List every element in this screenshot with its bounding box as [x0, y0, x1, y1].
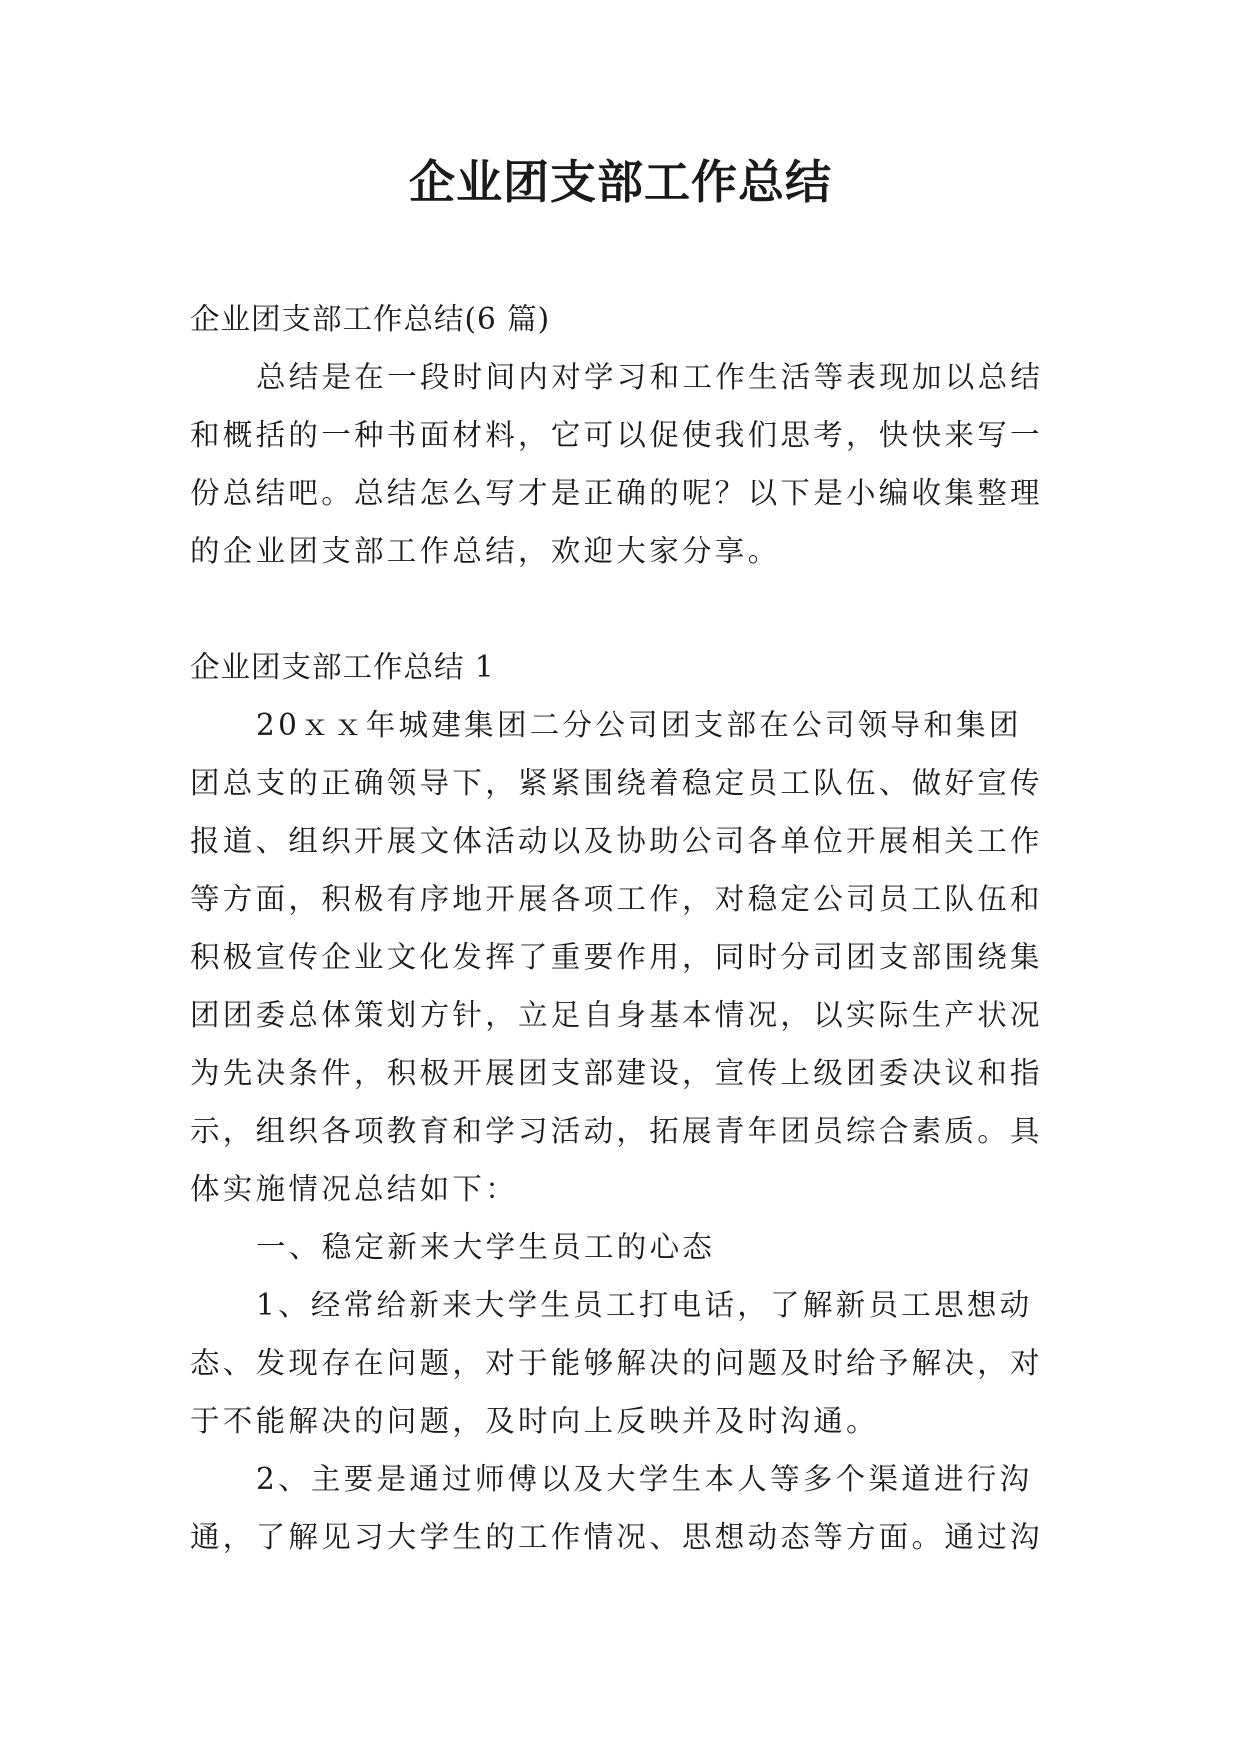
intro-paragraph: 总结是在一段时间内对学习和工作生活等表现加以总结和概括的一种书面材料，它可以促使我们思考，快快来写一份总结吧。总结怎么写才是正确的呢？以下是小编收集整理的企业团支部工作总结，欢迎大家分享。	[190, 360, 1044, 568]
document-body	[190, 290, 1050, 1566]
document-subtitle: 企业团支部工作总结(6 篇)	[190, 302, 551, 336]
list-item-2: 2、主要是通过师傅以及大学生本人等多个渠道进行沟通，了解见习大学生的工作情况、思想动态等方面。通过沟	[190, 1462, 1043, 1554]
point-heading: 一、稳定新来大学生员工的心态	[256, 1230, 716, 1264]
section-heading: 企业团支部工作总结 1	[190, 650, 495, 684]
list-item-1: 1、经常给新来大学生员工打电话，了解新员工思想动态、发现存在问题，对于能够解决的问题及时给予解决，对于不能解决的问题，及时向上反映并及时沟通。	[190, 1288, 1043, 1438]
section-paragraph: 20ｘｘ年城建集团二分公司团支部在公司领导和集团团总支的正确领导下，紧紧围绕着稳定员工队伍、做好宣传报道、组织开展文体活动以及协助公司各单位开展相关工作等方面，积极有序地开展各项工作，对稳定公司员工队伍和积极宣传企业文化发挥了重要作用，同时分司团支部围绕集团团委总体策划方针，立足自身基本情况，以实际生产状况为先决条件，积极开展团支部建设，宣传上级团委决议和指示，组织各项教育和学习活动，拓展青年团员综合素质。具体实施情况总结如下：	[190, 708, 1043, 1206]
document-title: 企业团支部工作总结	[409, 155, 832, 209]
